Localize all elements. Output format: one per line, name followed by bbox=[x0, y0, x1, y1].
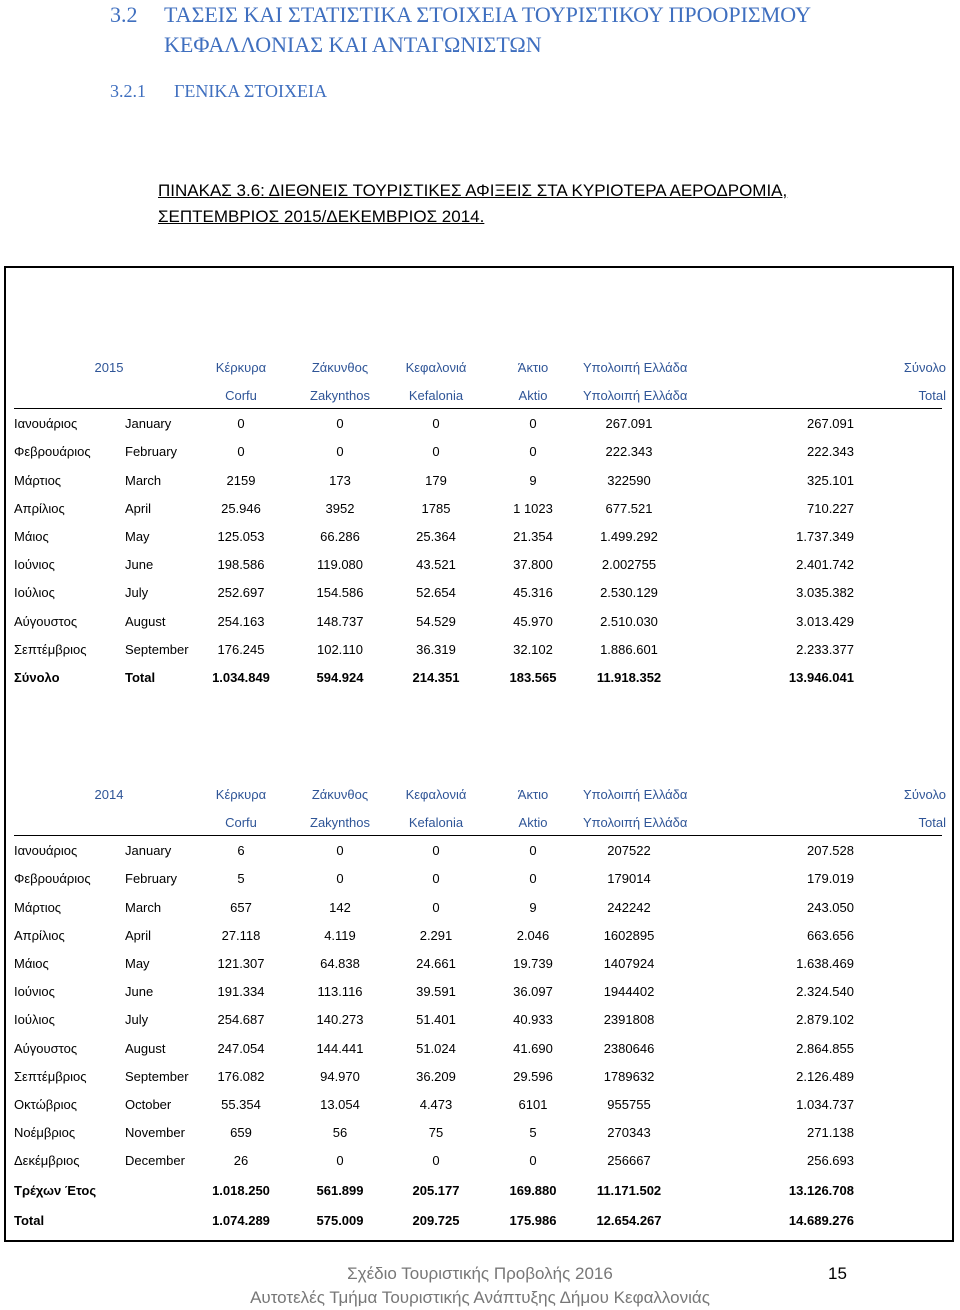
table-cell: 222.343 bbox=[807, 444, 854, 460]
table-cell: Νοέμβριος bbox=[14, 1125, 76, 1141]
table-row bbox=[14, 471, 954, 491]
table-cell: Απρίλιος bbox=[14, 927, 65, 943]
table-cell: February bbox=[125, 871, 178, 887]
section-number: 3.2 bbox=[110, 2, 138, 27]
table-cell: 39.591 bbox=[416, 984, 456, 1000]
table-cell: 169.880 bbox=[509, 1182, 557, 1198]
table-cell: 207522 bbox=[607, 843, 651, 859]
table-cell: Απρίλιος bbox=[14, 500, 65, 516]
table-cell: 222.343 bbox=[605, 444, 653, 460]
table-cell: Σεπτέμβριος bbox=[14, 1068, 87, 1084]
table-cell: 2391808 bbox=[603, 1012, 655, 1028]
header-divider bbox=[14, 835, 942, 836]
table-cell: Σύνολο bbox=[903, 787, 946, 802]
table-cell: 2014 bbox=[94, 787, 124, 802]
table-cell: 710.227 bbox=[807, 500, 854, 516]
table-cell: 5 bbox=[529, 1125, 537, 1141]
table-cell: 2.291 bbox=[419, 927, 453, 943]
table-cell: 9 bbox=[529, 899, 537, 915]
table-cell: June bbox=[125, 557, 154, 573]
table-cell: 1.034.737 bbox=[796, 1097, 854, 1112]
table-cell: 0 bbox=[336, 444, 344, 460]
table-cell: 254.163 bbox=[217, 613, 265, 629]
table-cell: 2015 bbox=[94, 360, 124, 375]
table-cell: August bbox=[125, 613, 166, 629]
table-cell: Σύνολο bbox=[14, 670, 60, 685]
table-cell: 575.009 bbox=[316, 1212, 364, 1228]
table-cell: 51.401 bbox=[416, 1012, 456, 1028]
table-cell: 119.080 bbox=[316, 557, 364, 573]
table-cell: Ιούνιος bbox=[14, 557, 55, 573]
table-cell: Kefalonia bbox=[408, 388, 464, 403]
table-cell: 43.521 bbox=[416, 557, 456, 573]
table-cell: 1.499.292 bbox=[600, 529, 658, 544]
table-cell: 27.118 bbox=[221, 927, 261, 943]
table-cell: 113.116 bbox=[317, 984, 363, 1000]
table-row bbox=[14, 841, 954, 861]
table-cell: 0 bbox=[432, 1153, 440, 1169]
table-cell: 1602895 bbox=[603, 927, 655, 943]
table-cell: Μάρτιος bbox=[14, 472, 62, 488]
table-cell: 176.245 bbox=[217, 641, 265, 657]
table-cell: Μάρτιος bbox=[14, 899, 62, 915]
table-cell: 2380646 bbox=[603, 1040, 655, 1056]
table-cell: May bbox=[125, 956, 150, 971]
table-cell: 9 bbox=[529, 472, 537, 488]
table-cell: 198.586 bbox=[217, 557, 265, 573]
table-cell: 142 bbox=[329, 899, 351, 915]
table-row bbox=[14, 898, 954, 918]
table-row bbox=[14, 442, 954, 462]
table-cell: 0 bbox=[529, 444, 537, 460]
table-cell: 267.091 bbox=[807, 416, 854, 432]
table-cell: April bbox=[125, 927, 152, 943]
table-cell: 1.737.349 bbox=[796, 529, 854, 544]
table-cell: 4.119 bbox=[324, 927, 356, 943]
table-header-row bbox=[14, 785, 954, 805]
table-cell: 1785 bbox=[421, 500, 451, 516]
table-cell: 0 bbox=[336, 1153, 344, 1169]
footer-subtitle: Αυτοτελές Τμήμα Τουριστικής Ανάπτυξης Δήμου Κεφαλλονιάς bbox=[250, 1288, 710, 1307]
table-cell: 2.401.742 bbox=[796, 557, 854, 573]
table-cell: 6 bbox=[237, 843, 245, 859]
table-cell: 214.351 bbox=[412, 670, 460, 685]
table-cell: 256667 bbox=[607, 1153, 651, 1169]
table-cell: 176.082 bbox=[217, 1068, 265, 1084]
table-cell: 13.946.041 bbox=[788, 670, 854, 685]
table-cell: 2.046 bbox=[516, 927, 550, 943]
section-heading bbox=[110, 0, 811, 60]
table-cell: Τρέχων Έτος bbox=[14, 1182, 97, 1198]
table-cell: 11.171.502 bbox=[596, 1182, 662, 1198]
table-cell: Υπολοιπή Ελλάδα bbox=[583, 388, 688, 403]
table-cell: Σύνολο bbox=[903, 360, 946, 375]
table-row bbox=[14, 954, 954, 974]
table-cell: 0 bbox=[432, 899, 440, 915]
table-cell: 37.800 bbox=[513, 557, 553, 573]
table-cell: June bbox=[125, 984, 154, 1000]
table-cell: Οκτώβριος bbox=[14, 1097, 77, 1112]
table-cell: 322590 bbox=[607, 472, 651, 488]
table-cell: 1789632 bbox=[603, 1068, 655, 1084]
table-cell: 25.364 bbox=[416, 529, 456, 544]
table-cell: 1.886.601 bbox=[600, 641, 658, 657]
table-cell: January bbox=[125, 843, 172, 859]
table-cell: 154.586 bbox=[316, 585, 364, 601]
footer-title: Σχέδιο Τουριστικής Προβολής 2016 bbox=[347, 1264, 613, 1283]
section-title-line2: ΚΕΦΑΛΛΟΝΙΑΣ ΚΑΙ ΑΝΤΑΓΩΝΙΣΤΩΝ bbox=[164, 32, 542, 57]
table-cell: 191.334 bbox=[217, 984, 265, 1000]
table-cell: 270343 bbox=[607, 1125, 651, 1141]
table-cell: 179.019 bbox=[807, 871, 854, 887]
table-cell: July bbox=[125, 1012, 149, 1028]
table-cell: 0 bbox=[529, 416, 537, 432]
table-caption bbox=[158, 178, 787, 230]
table-cell: 51.024 bbox=[416, 1040, 456, 1056]
table-cell: 659 bbox=[230, 1125, 252, 1141]
table-cell: 121.307 bbox=[217, 956, 265, 971]
table-cell: Zakynthos bbox=[310, 388, 370, 403]
table-cell: 32.102 bbox=[513, 641, 553, 657]
table-cell: 11.918.352 bbox=[596, 670, 662, 685]
table-cell: 2.510.030 bbox=[600, 613, 658, 629]
subsection-title: ΓΕΝΙΚΑ ΣΤΟΙΧΕΙΑ bbox=[174, 81, 328, 101]
table-cell: 102.110 bbox=[316, 641, 364, 657]
table-cell: Aktio bbox=[518, 815, 548, 830]
table-cell: 205.177 bbox=[412, 1182, 460, 1198]
table-cell: 75 bbox=[428, 1125, 444, 1141]
table-cell: May bbox=[125, 529, 150, 544]
table-cell: 5 bbox=[237, 871, 245, 887]
table-cell: 325.101 bbox=[807, 472, 854, 488]
table-cell: 2.879.102 bbox=[796, 1012, 854, 1028]
table-cell: 2.530.129 bbox=[600, 585, 658, 601]
table-row bbox=[14, 982, 954, 1002]
table-cell: Άκτιο bbox=[517, 787, 549, 802]
subsection-heading bbox=[110, 78, 327, 104]
table-cell: Κέρκυρα bbox=[215, 787, 267, 802]
table-cell: 1.034.849 bbox=[212, 670, 270, 685]
table-cell: 2.126.489 bbox=[796, 1068, 854, 1084]
table-cell: 2159 bbox=[226, 472, 256, 488]
table-cell: September bbox=[125, 1068, 189, 1084]
table-cell: 52.654 bbox=[416, 585, 456, 601]
table-cell: 24.661 bbox=[416, 956, 456, 971]
table-cell: Kefalonia bbox=[408, 815, 464, 830]
section-title-line1: ΤΑΣΕΙΣ ΚΑΙ ΣΤΑΤΙΣΤΙΚΑ ΣΤΟΙΧΕΙΑ ΤΟΥΡΙΣΤΙΚΟΥ ΠΡΟΟΡΙΣΜΟΥ bbox=[164, 2, 811, 27]
table-cell: 125.053 bbox=[217, 529, 265, 544]
table-cell: 25.946 bbox=[221, 500, 261, 516]
table-cell: 41.690 bbox=[513, 1040, 553, 1056]
table-cell: 45.316 bbox=[513, 585, 553, 601]
table-cell: Μάιος bbox=[14, 529, 49, 544]
table-cell: February bbox=[125, 444, 178, 460]
table-row bbox=[14, 527, 954, 547]
page-number: 15 bbox=[828, 1264, 847, 1283]
table-cell: Corfu bbox=[225, 388, 257, 403]
table-cell: 3.013.429 bbox=[796, 613, 854, 629]
table-cell: Ιούλιος bbox=[14, 585, 55, 601]
header-divider bbox=[14, 408, 942, 409]
table-cell: Ιούνιος bbox=[14, 984, 55, 1000]
table-cell: April bbox=[125, 500, 152, 516]
table-cell: 955755 bbox=[607, 1097, 651, 1112]
total-row bbox=[14, 1211, 954, 1231]
table-cell: January bbox=[125, 416, 172, 432]
table-cell: 26 bbox=[233, 1153, 249, 1169]
table-cell: 12.654.267 bbox=[596, 1212, 662, 1228]
table-cell: 0 bbox=[237, 416, 245, 432]
table-cell: Total bbox=[918, 815, 946, 830]
table-cell: 1.074.289 bbox=[212, 1212, 270, 1228]
table-cell: 0 bbox=[432, 444, 440, 460]
table-cell: 21.354 bbox=[513, 529, 553, 544]
table-cell: March bbox=[125, 472, 162, 488]
table-cell: September bbox=[125, 641, 189, 657]
table-cell: 94.970 bbox=[320, 1068, 360, 1084]
table-cell: Κεφαλονιά bbox=[405, 787, 467, 802]
table-cell: 36.209 bbox=[416, 1068, 456, 1084]
table-cell: 2.002755 bbox=[601, 557, 657, 573]
caption-line2: ΣΕΠΤΕΜΒΡΙΟΣ 2015/ΔΕΚΕΜΒΡΙΟΣ 2014. bbox=[158, 207, 485, 226]
table-cell: 140.273 bbox=[316, 1012, 364, 1028]
table-cell: Ιανουάριος bbox=[14, 416, 78, 432]
table-cell: 0 bbox=[237, 444, 245, 460]
table-cell: Μάιος bbox=[14, 956, 49, 971]
table-cell: 0 bbox=[529, 1153, 537, 1169]
table-cell: Corfu bbox=[225, 815, 257, 830]
table-cell: 45.970 bbox=[513, 613, 553, 629]
table-cell: 56 bbox=[332, 1125, 348, 1141]
table-cell: 0 bbox=[432, 416, 440, 432]
table-cell: 2.233.377 bbox=[796, 641, 854, 657]
table-cell: 594.924 bbox=[316, 670, 364, 685]
table-cell: December bbox=[125, 1153, 185, 1169]
table-cell: 2.864.855 bbox=[796, 1040, 854, 1056]
table-cell: Φεβρουάριος bbox=[14, 444, 91, 460]
table-cell: 242242 bbox=[607, 899, 651, 915]
table-cell: 29.596 bbox=[513, 1068, 553, 1084]
table-row bbox=[14, 1095, 954, 1115]
table-cell: October bbox=[125, 1097, 172, 1112]
table-cell: 173 bbox=[329, 472, 351, 488]
table-cell: August bbox=[125, 1040, 166, 1056]
table-cell: 66.286 bbox=[320, 529, 360, 544]
table-cell: 247.054 bbox=[217, 1040, 265, 1056]
table-row bbox=[14, 583, 954, 603]
table-cell: 0 bbox=[432, 843, 440, 859]
table-row bbox=[14, 1067, 954, 1087]
table-subheader-row bbox=[14, 386, 954, 406]
table-cell: 19.739 bbox=[513, 956, 553, 971]
table-cell: Αύγουστος bbox=[14, 1040, 78, 1056]
table-cell: Κέρκυρα bbox=[215, 360, 267, 375]
table-cell: Σεπτέμβριος bbox=[14, 641, 87, 657]
table-cell: 3952 bbox=[325, 500, 355, 516]
table-cell: 0 bbox=[336, 843, 344, 859]
table-cell: 0 bbox=[336, 416, 344, 432]
table-cell: 36.319 bbox=[416, 641, 456, 657]
table-cell: 256.693 bbox=[807, 1153, 854, 1169]
table-cell: Κεφαλονιά bbox=[405, 360, 467, 375]
table-cell: 175.986 bbox=[509, 1212, 557, 1228]
table-row bbox=[14, 1039, 954, 1059]
table-cell: 243.050 bbox=[807, 899, 854, 915]
table-cell: 271.138 bbox=[807, 1125, 854, 1141]
table-cell: 0 bbox=[432, 871, 440, 887]
table-cell: 252.697 bbox=[217, 585, 265, 601]
table-cell: 36.097 bbox=[513, 984, 553, 1000]
table-cell: Άκτιο bbox=[517, 360, 549, 375]
table-cell: November bbox=[125, 1125, 185, 1141]
table-row bbox=[14, 499, 954, 519]
table-cell: 14.689.276 bbox=[788, 1212, 854, 1228]
table-cell: 0 bbox=[529, 843, 537, 859]
table-cell: 254.687 bbox=[217, 1012, 265, 1028]
table-cell: 55.354 bbox=[221, 1097, 261, 1112]
table-cell: 1407924 bbox=[603, 956, 655, 971]
table-cell: Ιανουάριος bbox=[14, 843, 78, 859]
table-cell: Aktio bbox=[518, 388, 548, 403]
table-cell: 40.933 bbox=[513, 1012, 553, 1028]
table-cell: Ιούλιος bbox=[14, 1012, 55, 1028]
table-cell: 64.838 bbox=[320, 956, 360, 971]
table-cell: 179 bbox=[425, 472, 447, 488]
table-subheader-row bbox=[14, 813, 954, 833]
table-cell: 207.528 bbox=[807, 843, 854, 859]
table-cell: 2.324.540 bbox=[796, 984, 854, 1000]
table-cell: Φεβρουάριος bbox=[14, 871, 91, 887]
table-cell: 4.473 bbox=[419, 1097, 453, 1112]
table-cell: 657 bbox=[230, 899, 252, 915]
table-cell: 1 1023 bbox=[513, 500, 553, 516]
table-row bbox=[14, 869, 954, 889]
table-row bbox=[14, 1123, 954, 1143]
table-cell: 1.638.469 bbox=[796, 956, 854, 971]
table-cell: 1.018.250 bbox=[212, 1182, 270, 1198]
table-row bbox=[14, 1010, 954, 1030]
table-cell: Zakynthos bbox=[310, 815, 370, 830]
table-cell: 148.737 bbox=[316, 613, 364, 629]
table-cell: Ζάκυνθος bbox=[311, 360, 369, 375]
table-cell: 3.035.382 bbox=[796, 585, 854, 601]
table-row bbox=[14, 640, 954, 660]
table-cell: Υπολοιπή Ελλάδα bbox=[583, 815, 688, 830]
subsection-number: 3.2.1 bbox=[110, 81, 146, 101]
table-cell: 6101 bbox=[518, 1097, 548, 1112]
table-cell: Υπολοιπή Ελλάδα bbox=[583, 787, 688, 802]
current-year-row bbox=[14, 1181, 954, 1201]
table-row bbox=[14, 414, 954, 434]
table-cell: Total bbox=[14, 1212, 45, 1228]
table-row bbox=[14, 612, 954, 632]
table-cell: Υπολοιπή Ελλάδα bbox=[583, 360, 688, 375]
table-cell: 0 bbox=[336, 871, 344, 887]
table-cell: March bbox=[125, 899, 162, 915]
table-header-row bbox=[14, 358, 954, 378]
table-cell: 209.725 bbox=[412, 1212, 460, 1228]
table-row bbox=[14, 926, 954, 946]
table-row bbox=[14, 555, 954, 575]
table-cell: 663.656 bbox=[807, 927, 854, 943]
table-cell: 677.521 bbox=[605, 500, 653, 516]
table-cell: Δεκέμβριος bbox=[14, 1153, 80, 1169]
table-cell: 1944402 bbox=[603, 984, 655, 1000]
total-row bbox=[14, 668, 954, 688]
table-cell: 13.054 bbox=[320, 1097, 360, 1112]
table-cell: Ζάκυνθος bbox=[311, 787, 369, 802]
table-cell: 13.126.708 bbox=[788, 1182, 854, 1198]
table-cell: July bbox=[125, 585, 149, 601]
table-cell: 0 bbox=[529, 871, 537, 887]
table-cell: 54.529 bbox=[416, 613, 456, 629]
table-cell: Αύγουστος bbox=[14, 613, 78, 629]
table-cell: 144.441 bbox=[316, 1040, 364, 1056]
table-cell: 561.899 bbox=[316, 1182, 364, 1198]
table-cell: Total bbox=[125, 670, 156, 685]
table-row bbox=[14, 1151, 954, 1171]
caption-line1: ΠΙΝΑΚΑΣ 3.6: ΔΙΕΘΝΕΙΣ ΤΟΥΡΙΣΤΙΚΕΣ ΑΦΙΞΕΙΣ ΣΤΑ ΚΥΡΙΟΤΕΡΑ ΑΕΡΟΔΡΟΜΙΑ, bbox=[158, 181, 788, 200]
table-cell: 179014 bbox=[607, 871, 651, 887]
table-cell: Total bbox=[918, 388, 946, 403]
table-cell: 267.091 bbox=[605, 416, 653, 432]
table-cell: 183.565 bbox=[509, 670, 557, 685]
